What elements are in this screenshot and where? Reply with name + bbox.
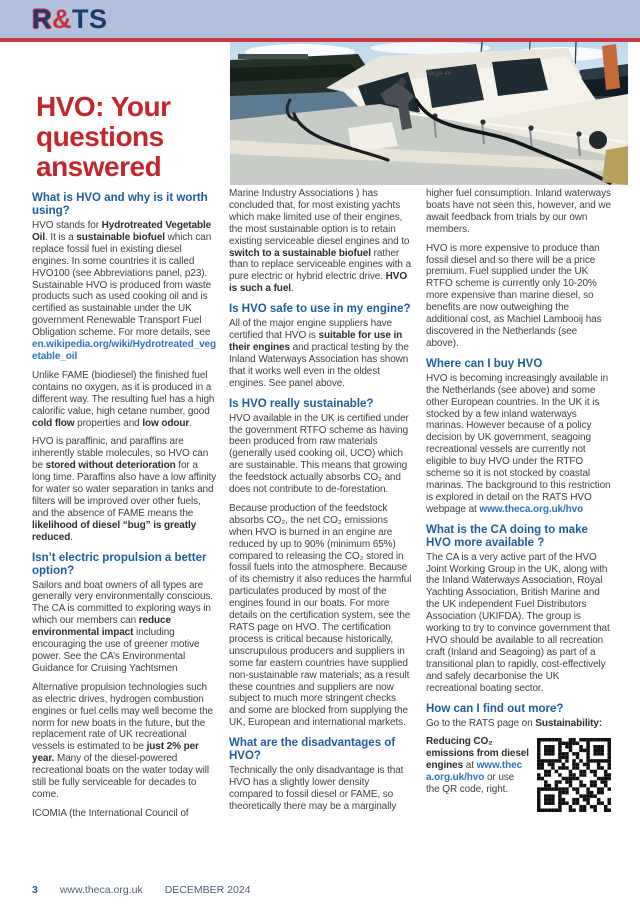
rts-logo [32, 3, 108, 34]
text-run: at [463, 760, 477, 772]
text-run: ICOMIA (the International Council of [32, 807, 189, 819]
text-run: Alternative propulsion technologies such as electric drives, hydrogen combustion engines or fuel cells may well become the norm for new boats in the future, but the replacement rate of UK recreational vessels is estimated to be [32, 681, 213, 753]
text-run: suitable for use in their engines [229, 330, 403, 353]
section-heading: How can I find out more? [426, 702, 564, 715]
text-run: higher fuel consumption. Inland waterways boats have not seen this, however, and we await feedback from trials by our own members. [426, 188, 611, 235]
text-run: low odour [142, 417, 190, 429]
boat-name-label: Targa 46 [426, 70, 452, 77]
text-run: and practical testing by the Inland Waterways Association has shown that it works well even in the oldest engines. See panel above. [229, 341, 409, 389]
section-heading: Where can I buy HVO [426, 357, 543, 370]
section-heading: What are the disadvantages of HVO? [229, 737, 396, 763]
paragraph [426, 718, 611, 730]
text-run: HVO is paraffinic, and paraffins are inherently stable molecules, so HVO can be [32, 436, 209, 472]
article-photo [230, 42, 628, 185]
text-run: HVO is such a fuel [229, 271, 407, 295]
column-1 [32, 42, 217, 827]
logo-letters-ts: TS [72, 3, 108, 34]
text-run: just 2% per year. [32, 741, 199, 765]
section-heading: Isn’t electric propulsion a better option? [32, 551, 207, 577]
page-number: 3 [32, 884, 38, 896]
paragraph [426, 736, 529, 796]
logo-ampersand: & [52, 3, 72, 34]
text-run: including encouraging the use of greener motive power. See the CA’s Environmental Guidance for Cruising Yachtsmen [32, 627, 200, 674]
text-run: . [290, 283, 294, 295]
text-run: Many of the diesel-powered recreational boats on the water today will still be fully serviceable for decades to come. [32, 753, 210, 800]
article-title: HVO: Your questions answered [36, 91, 171, 182]
paragraph [426, 373, 611, 516]
logo-letter-r: R [32, 3, 52, 34]
text-run: HVO is becoming increasingly available in the Netherlands (see above) and some other European countries. In the UK it is stocked by a few inland waterways marinas. However because of a policy decision by UK government, seagoing recreational vessels are currently not eligible to buy HVO under the RTFO scheme so it is not stocked by coastal marinas. The background to this restriction is explored in detail on the RATS HVO webpage at [426, 372, 611, 515]
section-heading: What is the CA doing to make HVO more available ? [426, 523, 588, 549]
text-run: HVO stands for [32, 220, 102, 231]
text-run: Reducing CO₂ emissions from diesel engines [426, 736, 529, 772]
page-footer [32, 884, 251, 896]
text-run: Technically the only disadvantage is that HVO has a slightly lower density compared to fossil diesel or FAME, so theoretically there may be a marginally [229, 765, 404, 812]
text-run: . It is a [45, 231, 77, 243]
text-run: Sailors and boat owners of all types are generally very environmentally conscious. The CA is committed to exploring ways in which our members can [32, 579, 213, 627]
text-run: switch to a sustainable biofuel [229, 247, 371, 259]
inline-link[interactable]: en.wikipedia.org/wiki/Hydrotreated_vegetable_oil [32, 339, 217, 362]
boat-photo-illustration [230, 42, 628, 185]
text-run: HVO is more expensive to produce than fossil diesel and so there will be a price premium. Fuel supplied under the UK RTFO scheme is currently only 10-20% more expensive than marine diesel, so benefits are now outweighing the additional cost, as Machiel Lambooij has discovered in the Netherlands (see above). [426, 242, 602, 349]
paragraph [32, 436, 217, 543]
text-run: . [70, 531, 73, 543]
paragraph [32, 808, 217, 820]
footer-date: DECEMBER 2024 [164, 884, 251, 896]
paragraph [426, 243, 611, 350]
paragraph [229, 765, 414, 813]
text-run: which can replace fossil fuel in existing diesel engines. In some countries it is called HVO100 (see Abbreviations panel, p23). Sustainable HVO is produced from waste products such as used cooking oil and is certified as sustainable under the UK government Renewable Transport Fuel Obligation scheme. For more details, see [32, 231, 212, 339]
paragraph [229, 503, 414, 729]
text-run: . [189, 417, 192, 429]
section-heading: What is HVO and why is it worth using? [32, 192, 208, 217]
footer-url[interactable]: www.theca.org.uk [59, 884, 143, 896]
article-content [0, 42, 640, 827]
qr-text-row [426, 736, 611, 812]
text-run: Hydrotreated Vegetable Oil [32, 220, 212, 243]
paragraph [32, 220, 217, 363]
text-run: reduce environmental impact [32, 615, 171, 639]
paragraph [32, 370, 217, 430]
paragraph [229, 413, 414, 496]
text-run: properties and [74, 417, 143, 429]
paragraph [426, 552, 611, 695]
text-run: HVO available in the UK is certified under the government RTFO scheme as having been produced from raw materials (generally used cooking oil, UCO) which are sustainable. This means that growing the feedstock actually absorbs CO₂ and does not contribute to de-forestation. [229, 412, 409, 496]
text-run: All of the major engine suppliers have certified that HVO is [229, 318, 392, 342]
section-heading: Is HVO really sustainable? [229, 397, 374, 410]
text-run: sustainable biofuel [76, 231, 165, 243]
text-run: Marine Industry Associations ) has concluded that, for most existing yachts which make limited use of their engines, the most sustainable option is to retain existing serviceable diesel engines and to [229, 188, 410, 247]
paragraph [32, 580, 217, 675]
qr-code-box [537, 738, 611, 812]
section-heading: Is HVO safe to use in my engine? [229, 303, 411, 316]
inline-link[interactable]: www.theca.org.uk/hvo [426, 760, 523, 784]
text-run: stored without deterioration [45, 460, 176, 472]
text-run: likelihood of diesel “bug” is greatly reduced [32, 519, 197, 543]
text-run: Sustainability: [535, 717, 603, 729]
text-run: cold flow [32, 417, 75, 429]
paragraph [32, 682, 217, 801]
text-run: Because production of the feedstock absorbs CO₂, the net CO₂ emissions when HVO is burned in an engine are reduced by up to 90% (minimum 65%) compared to releasing the CO₂ stored in fossil fuels into the atmosphere. Because of its chemistry it also reduces the harmful particulates produced by most of the engines found in our boats. For more details on the certification system, see the RATS page on HVO. The certification process is critical because historically, unscrupulous producers and suppliers in some far eastern countries have supplied non-sustainable raw materials; as a result these countries and suppliers are now subject to much more stringent checks and some are blocked from supplying the UK, European and international markets. [229, 502, 412, 729]
text-run: for a long time. Paraffins also have a low affinity for water so water separation in tanks and filters will be improved over other fuels, and the absence of FAME means the [32, 460, 217, 519]
text-run: or use the QR code, right. [426, 772, 515, 796]
paragraph [426, 188, 611, 236]
text-run: rather than to replace serviceable engines with a pure electric or hybrid electric drive. [229, 247, 412, 283]
text-run: The CA is a very active part of the HVO Joint Working Group in the UK, along with the Inland Waterways Association, Royal Yachting Association, British Marine and the UK independent Fuel Distributors Association (UKIFDA). The group is working to try to convince government that HVO should be available to all recreation craft (Inland and Seagoing) as part of a transitional plan to rapidly, cost-effectively and safely decarbonise the UK recreational boating sector. [426, 551, 610, 694]
inline-link[interactable]: www.theca.org.uk/hvo [479, 503, 584, 515]
paragraph [229, 318, 414, 389]
text-run: Go to the RATS page on [426, 717, 536, 729]
text-run: Unlike FAME (biodiesel) the finished fuel contains no oxygen, as it is produced in a different way. The resulting fuel has a high calorific value, high cetane number, good [32, 369, 215, 417]
paragraph [229, 188, 414, 295]
masthead-band [0, 0, 640, 38]
qr-code [537, 738, 611, 812]
